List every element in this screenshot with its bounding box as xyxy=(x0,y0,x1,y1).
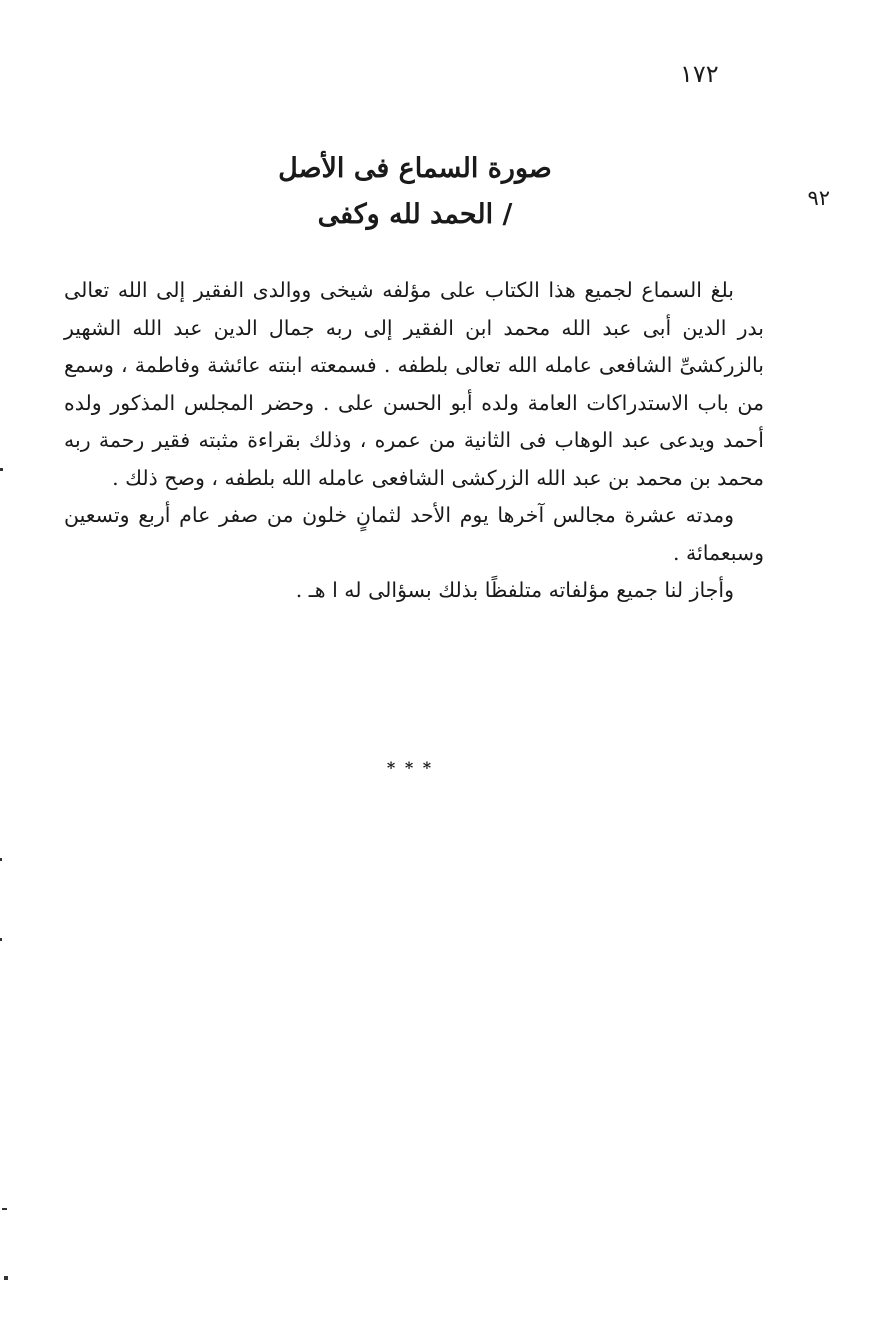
heading-subtitle: / الحمد لله وكفى xyxy=(317,199,513,230)
scan-speck xyxy=(0,938,2,941)
page-number: ١٧٢ xyxy=(680,60,719,88)
body-text xyxy=(64,272,764,610)
scan-speck xyxy=(4,1276,8,1280)
scan-speck xyxy=(2,1208,7,1210)
scan-speck xyxy=(0,468,3,471)
margin-folio-number: ٩٢ xyxy=(807,186,830,210)
section-separator: * * * xyxy=(386,758,434,777)
section-heading xyxy=(250,146,580,238)
paragraph-license: وأجاز لنا جميع مؤلفاته متلفظًا بذلك بسؤالى له ا هـ . xyxy=(295,578,734,602)
paragraph-duration: ومدته عشرة مجالس آخرها يوم الأحد لثمانٍ خلون من صفر عام أربع وتسعين وسبعمائة . xyxy=(64,503,764,565)
paragraph-audition-record: بلغ السماع لجميع هذا الكتاب على مؤلفه شيخى ووالدى الفقير إلى الله تعالى بدر الدين أبى عبد الله محمد ابن الفقير إلى ربه جمال الدين عبد الله الشهير بالزركشىِّ الشافعى عامله الله تعالى بلطفه . فسمعته ابنته عائشة وفاطمة ، وسمع من باب الاستدراكات العامة ولده أبو الحسن على . وحضر المجلس المذكور ولده أحمد ويدعى عبد الوهاب فى الثانية من عمره ، وذلك بقراءة مثبته فقير رحمة ربه محمد بن محمد بن عبد الله الزركشى الشافعى عامله الله بلطفه ، وصح ذلك . xyxy=(64,278,764,490)
heading-title: صورة السماع فى الأصل xyxy=(278,153,552,184)
scan-speck xyxy=(0,858,2,861)
